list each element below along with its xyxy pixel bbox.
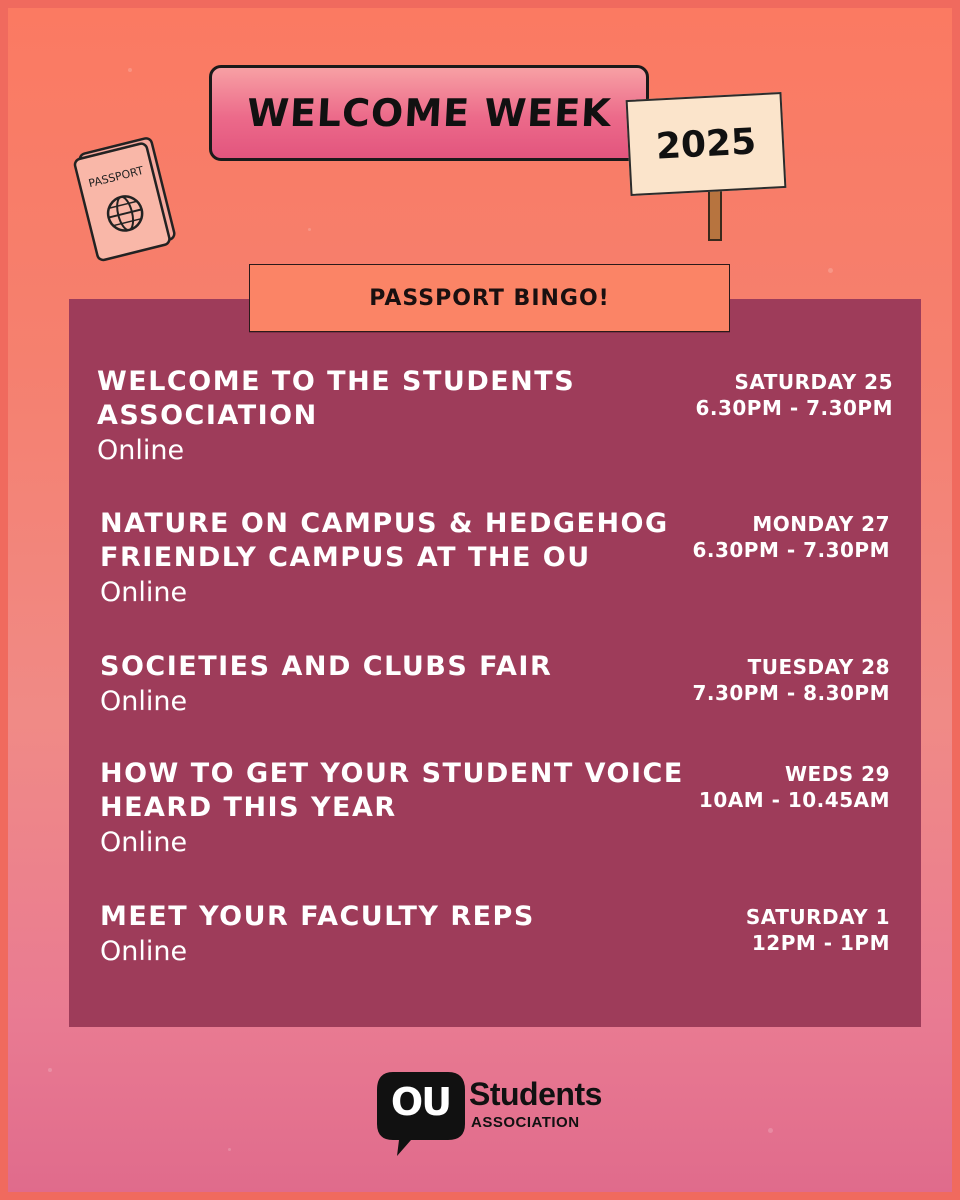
event-day: SATURDAY 1: [745, 905, 890, 929]
ou-students-association-logo: [373, 1068, 613, 1164]
event-time: 10AM - 10.45AM: [698, 788, 890, 812]
subtitle-banner: [249, 264, 730, 332]
title-banner: [209, 65, 649, 161]
event-day: TUESDAY 28: [747, 655, 890, 679]
event-location: Online: [100, 686, 188, 717]
passport-label: PASSPORT: [87, 163, 145, 191]
event-datetime: [699, 761, 890, 813]
event-title: WELCOME TO THE STUDENTS ASSOCIATION: [97, 366, 576, 431]
logo-mark: OU: [390, 1080, 451, 1124]
event-location: Online: [100, 827, 188, 858]
background-speck: [48, 1068, 52, 1072]
event-location: Online: [100, 936, 188, 967]
background-speck: [308, 228, 311, 231]
event-datetime: [695, 369, 893, 421]
year-sign: [626, 92, 787, 196]
event-location: Online: [97, 435, 185, 466]
event-time: 7.30PM - 8.30PM: [692, 681, 890, 705]
background-speck: [828, 268, 833, 273]
events-panel: [69, 299, 921, 1027]
logo-line2: ASSOCIATION: [471, 1114, 580, 1131]
event-location: Online: [100, 577, 188, 608]
event-datetime: [692, 511, 890, 563]
event-time: 6.30PM - 7.30PM: [695, 396, 893, 420]
event-datetime: [746, 904, 890, 956]
event-title: SOCIETIES AND CLUBS FAIR: [100, 651, 553, 682]
event-time: 6.30PM - 7.30PM: [692, 538, 890, 562]
logo-line1: Students: [469, 1076, 602, 1112]
event-day: WEDS 29: [784, 762, 890, 786]
background-speck: [768, 1128, 773, 1133]
event-day: SATURDAY 25: [734, 370, 893, 394]
page-title: WELCOME WEEK: [245, 91, 613, 135]
subtitle: PASSPORT BINGO!: [369, 285, 610, 311]
event-time: 12PM - 1PM: [751, 931, 890, 955]
event-day: MONDAY 27: [752, 512, 890, 536]
passport-icon: [70, 126, 188, 266]
event-datetime: [692, 654, 890, 706]
event-title: NATURE ON CAMPUS & HEDGEHOG FRIENDLY CAMPUS AT THE OU: [100, 508, 669, 573]
year-label: 2025: [654, 120, 758, 168]
event-title: MEET YOUR FACULTY REPS: [100, 901, 535, 932]
event-title: HOW TO GET YOUR STUDENT VOICE HEARD THIS YEAR: [100, 758, 684, 823]
background-speck: [228, 1148, 231, 1151]
background-speck: [128, 68, 132, 72]
